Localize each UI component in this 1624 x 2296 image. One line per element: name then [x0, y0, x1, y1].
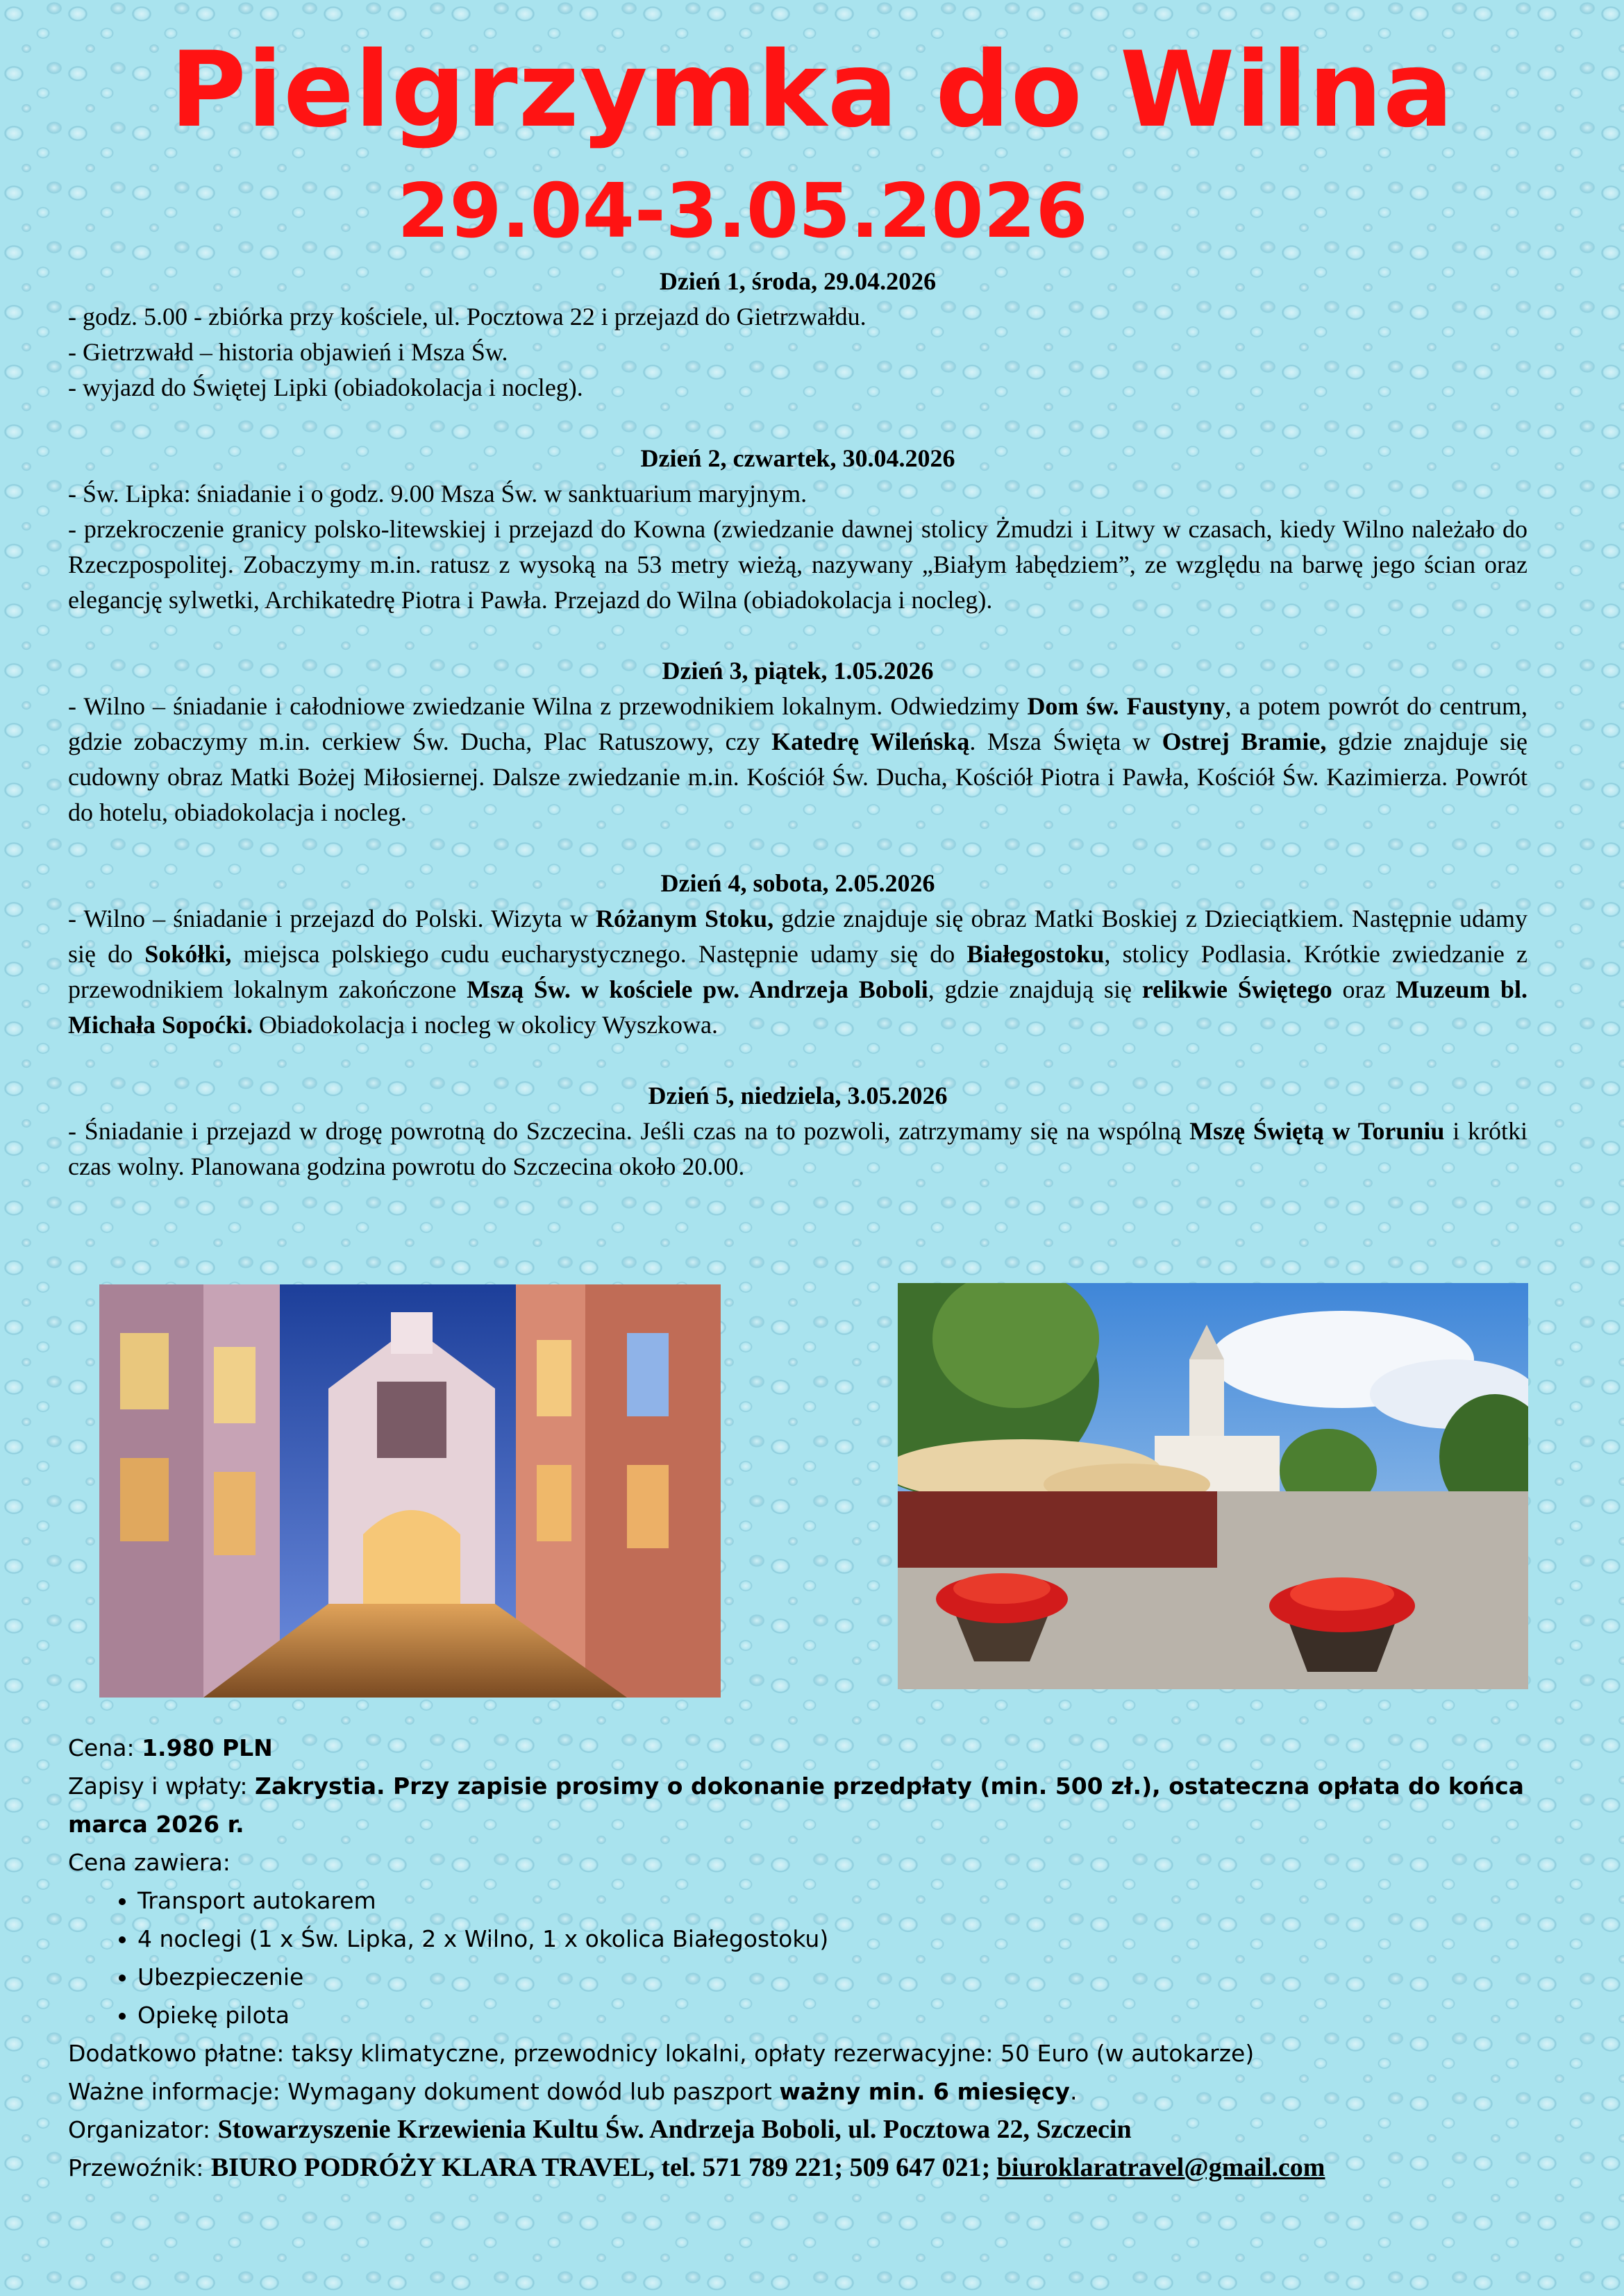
day-line: - wyjazd do Świętej Lipki (obiadokolacja i nocleg).	[68, 374, 583, 401]
gate-of-dawn-illustration	[99, 1284, 721, 1698]
highlight: Mszą Św. w kościele pw. Andrzeja Boboli	[467, 975, 928, 1003]
includes-label: Cena zawiera:	[68, 1849, 231, 1876]
list-item: • 4 noclegi (1 x Św. Lipka, 2 x Wilno, 1 x okolica Białegostoku)	[137, 1920, 1533, 1958]
page-title: Pielgrzymka do Wilna	[169, 30, 1455, 151]
cathedral-square-illustration	[898, 1283, 1528, 1689]
text: - Wilno – śniadanie i całodniowe zwiedzanie Wilna z przewodnikiem lokalnym. Odwiedzimy	[68, 692, 1028, 720]
day-description	[68, 901, 1527, 1043]
text: , a potem powrót do centrum, gdzie zobaczymy m.in. cerkiew Św. Ducha, Plac Ratuszowy, czy	[68, 692, 1527, 755]
trip-dates: 29.04-3.05.2026	[397, 168, 1088, 255]
day-line: - Św. Lipka: śniadanie i o godz. 9.00 Msza Św. w sanktuarium maryjnym.	[68, 480, 807, 508]
text: oraz	[1332, 975, 1396, 1003]
text: , stolicy Podlasia. Krótkie zwiedzanie z przewodnikiem lokalnym zakończone	[68, 940, 1527, 1003]
price-line	[68, 1729, 1533, 1767]
includes-list	[68, 1882, 1533, 2034]
day-line: - Gietrzwałd – historia objawień i Msza Św.	[68, 338, 508, 366]
highlight: Muzeum bl. Michała Sopoćki.	[68, 975, 1527, 1039]
important-label: Ważne informacje: Wymagany dokument dowód lub paszport	[68, 2078, 780, 2105]
text: , gdzie znajdują się	[928, 975, 1142, 1003]
highlight: Ostrej Bramie,	[1162, 728, 1327, 755]
highlight: relikwie Świętego	[1141, 975, 1332, 1003]
day-1	[68, 264, 1527, 405]
day-description	[68, 1114, 1527, 1184]
highlight: Dom św. Faustyny	[1027, 692, 1225, 720]
day-heading: Dzień 3, piątek, 1.05.2026	[662, 657, 934, 685]
carrier-value: BIURO PODRÓŻY KLARA TRAVEL, tel. 571 789 221; 509 647 021;	[210, 2153, 997, 2182]
highlight: Białegostoku	[966, 940, 1105, 968]
highlight: Sokółki,	[144, 940, 232, 968]
list-item: • Ubezpieczenie	[137, 1958, 1533, 1996]
list-item: • Transport autokarem	[137, 1882, 1533, 1920]
text: i krótki czas wolny. Planowana godzina powrotu do Szczecina około 20.00.	[68, 1117, 1527, 1180]
text: . Msza Święta w	[969, 728, 1162, 755]
day-5	[68, 1078, 1527, 1184]
day-heading: Dzień 4, sobota, 2.05.2026	[660, 869, 935, 897]
highlight: Katedrę Wileńską	[771, 728, 970, 755]
signup-label: Zapisy i wpłaty:	[68, 1773, 256, 1800]
email-link[interactable]: biuroklaratravel@gmail.com	[996, 2153, 1325, 2182]
day-heading: Dzień 1, środa, 29.04.2026	[659, 267, 937, 295]
important-line	[68, 2072, 1533, 2111]
important-end: .	[1069, 2078, 1078, 2105]
text: - Śniadanie i przejazd w drogę powrotną do Szczecina. Jeśli czas na to pozwoli, zatrzymamy się na wspólną	[68, 1117, 1190, 1145]
photo-gate-of-dawn	[99, 1284, 721, 1698]
list-item: • Opiekę pilota	[137, 1996, 1533, 2034]
highlight: Mszę Świętą w Toruniu	[1189, 1117, 1445, 1145]
highlight: Różanym Stoku,	[595, 905, 774, 932]
price-value: 1.980 PLN	[142, 1734, 273, 1761]
carrier-line	[68, 2149, 1533, 2187]
signup-value: Zakrystia. Przy zapisie prosimy o dokonanie przedpłaty (min. 500 zł.), ostateczna opłata do końca marca 2026 r.	[68, 1773, 1524, 1838]
day-line: - godz. 5.00 - zbiórka przy kościele, ul. Pocztowa 22 i przejazd do Gietrzwałdu.	[68, 303, 867, 330]
text: gdzie znajduje się obraz Matki Boskiej z Dzieciątkiem. Następnie udamy się do	[68, 905, 1527, 968]
organizer-line	[68, 2111, 1533, 2149]
text: Obiadokolacja i nocleg w okolicy Wyszkowa.	[253, 1011, 719, 1039]
signup-line	[68, 1767, 1533, 1843]
day-4	[68, 866, 1527, 1043]
day-heading: Dzień 2, czwartek, 30.04.2026	[640, 444, 955, 472]
price-label: Cena:	[68, 1734, 142, 1761]
organizer-value: Stowarzyszenie Krzewienia Kultu Św. Andrzeja Boboli, ul. Pocztowa 22, Szczecin	[217, 2115, 1132, 2144]
day-description	[68, 689, 1527, 830]
text: - Wilno – śniadanie i przejazd do Polski. Wizyta w	[68, 905, 596, 932]
day-3	[68, 653, 1527, 830]
text: miejsca polskiego cudu eucharystycznego. Następnie udamy się do	[231, 940, 967, 968]
photo-cathedral-square	[898, 1283, 1528, 1689]
text: gdzie znajduje się cudowny obraz Matki Bożej Miłosiernej. Dalsze zwiedzanie m.in. Kościół Św. Ducha, Kościół Piotra i Pawła, Kościół Św. Kazimierza. Powrót do hotelu, obiadokolacja i nocleg.	[68, 728, 1527, 826]
day-line: - przekroczenie granicy polsko-litewskiej i przejazd do Kowna (zwiedzanie dawnej stolicy Żmudzi i Litwy w czasach, kiedy Wilno należało do Rzeczpospolitej. Zobaczymy m.in. ratusz z wysoką na 53 metry wieżą, nazywany „Białym łabędziem”, ze względu na barwę jego ścian oraz elegancję sylwetki, Archikatedrę Piotra i Pawła. Przejazd do Wilna (obiadokolacja i nocleg).	[68, 515, 1527, 614]
trip-info	[68, 1729, 1533, 2187]
day-heading: Dzień 5, niedziela, 3.05.2026	[648, 1082, 948, 1109]
carrier-label: Przewoźnik:	[68, 2154, 211, 2181]
organizer-label: Organizator:	[68, 2116, 218, 2143]
extra-costs: Dodatkowo płatne: taksy klimatyczne, przewodnicy lokalni, opłaty rezerwacyjne: 50 Euro (w autokarze)	[68, 2040, 1255, 2067]
day-2	[68, 441, 1527, 618]
program	[68, 264, 1527, 1220]
important-value: ważny min. 6 miesięcy	[779, 2078, 1070, 2105]
